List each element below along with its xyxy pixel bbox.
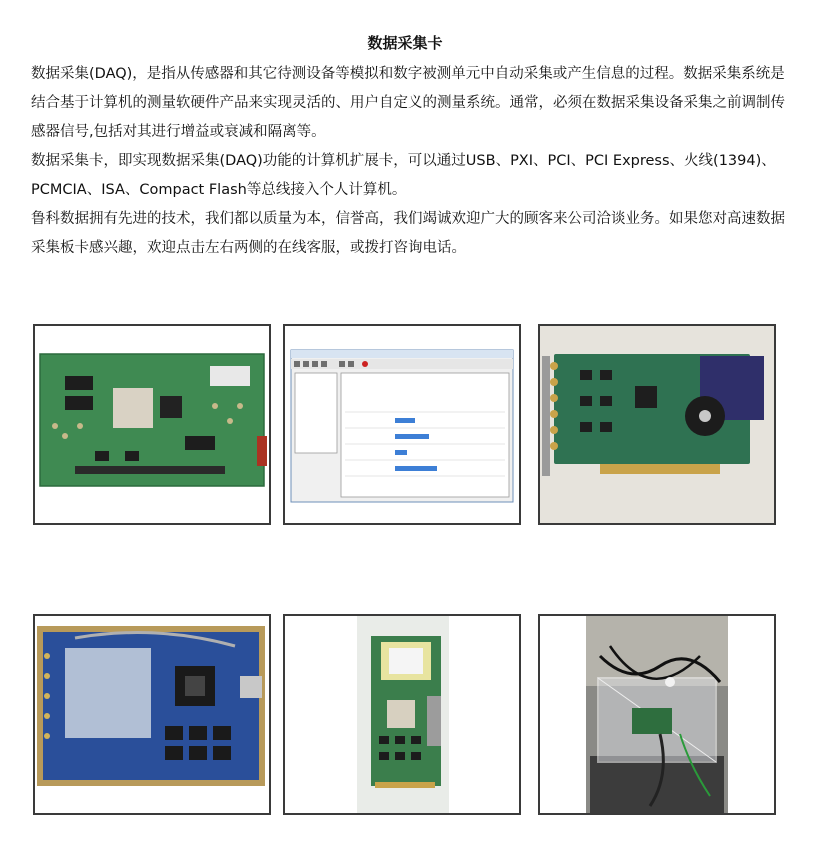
photo-green-daq-board — [33, 324, 271, 525]
photo-pcie-card-with-fan — [538, 324, 776, 525]
paragraph-daq-card: 数据采集卡，即实现数据采集(DAQ)功能的计算机扩展卡，可以通过USB、PXI、PCI、PCI Express、火线(1394)、PCMCIA、ISA、Compact Flash等总线接入个人计算机。 — [31, 153, 776, 198]
photo-blue-daq-board — [33, 614, 271, 815]
paragraph-company: 鲁科数据拥有先进的技术，我们都以质量为本，信誉高，我们竭诚欢迎广大的顾客来公司洽谈业务。如果您对高速数据采集板卡感兴趣，欢迎点击左右两侧的在线客服，或拨打咨询电话。 — [31, 211, 785, 256]
green-pcie-card-image — [285, 616, 519, 813]
photo-software-screenshot — [283, 324, 521, 525]
pcie-card-image — [540, 326, 774, 523]
photo-daq-chassis-with-cables — [538, 614, 776, 815]
software-screenshot-image — [285, 326, 519, 523]
article-body — [31, 60, 791, 263]
paragraph-intro: 数据采集(DAQ)，是指从传感器和其它待测设备等模拟和数字被测单元中自动采集或产生信息的过程。数据采集系统是结合基于计算机的测量软硬件产品来实现灵活的、用户自定义的测量系统。通常，必须在数据采集设备采集之前调制传感器信号,包括对其进行增益或衰减和隔离等。 — [31, 66, 785, 140]
chassis-image — [540, 616, 774, 813]
green-board-image — [35, 326, 269, 523]
page-title: 数据采集卡 — [367, 34, 443, 52]
photo-green-pcie-card — [283, 614, 521, 815]
blue-board-image — [35, 616, 269, 813]
